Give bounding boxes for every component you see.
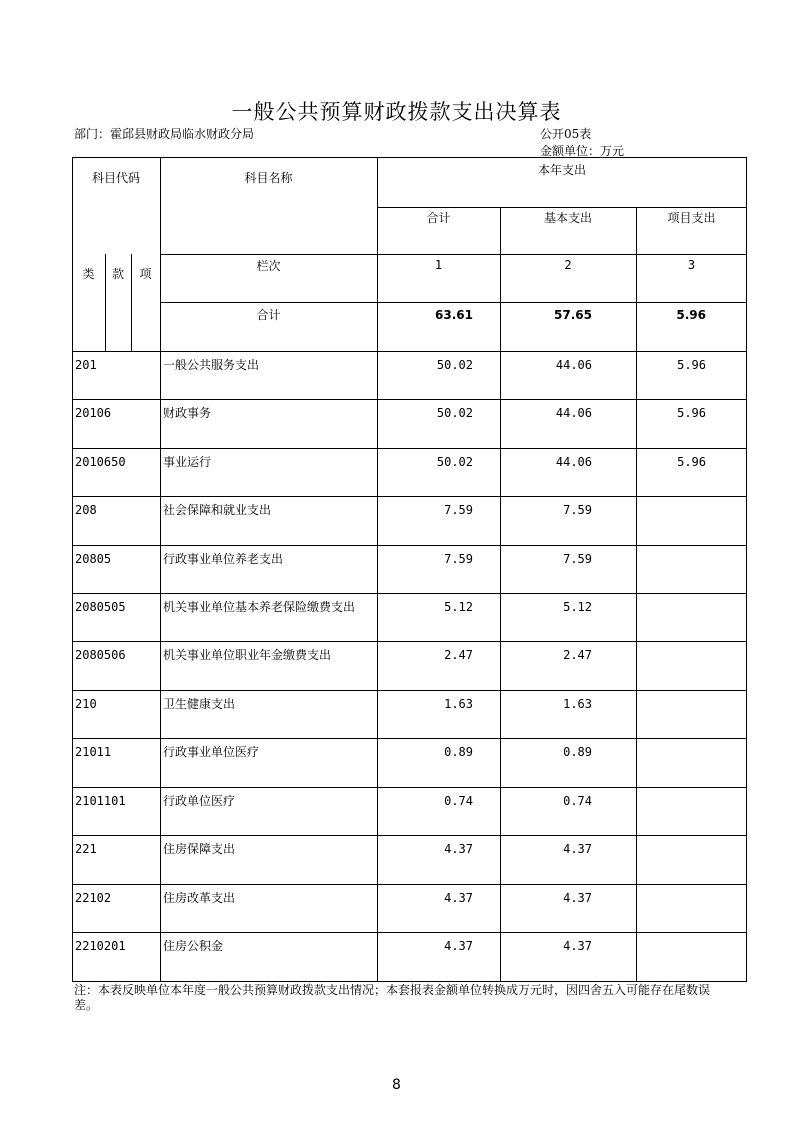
row-name: 卫生健康支出 [163, 697, 236, 711]
row-name: 财政事务 [163, 406, 212, 420]
header-name: 科目名称 [244, 171, 293, 185]
row-total: 0.74 [444, 794, 473, 808]
header-col-3: 3 [687, 258, 696, 272]
header-code: 科目代码 [91, 171, 140, 185]
header-basic: 基本支出 [543, 211, 592, 225]
row-project: 5.96 [677, 455, 706, 469]
row-basic: 1.63 [563, 697, 592, 711]
row-total: 7.59 [444, 503, 473, 517]
row-name: 机关事业单位基本养老保险缴费支出 [163, 600, 356, 614]
header-kuan: 款 [111, 267, 124, 281]
row-project: 5.96 [677, 358, 706, 372]
form-code-label: 公开05表 [540, 127, 592, 141]
row-basic: 44.06 [555, 406, 592, 420]
row-name: 社会保障和就业支出 [163, 503, 272, 517]
row-code: 2010650 [75, 455, 126, 469]
row-name: 住房改革支出 [163, 891, 236, 905]
row-total: 1.63 [444, 697, 473, 711]
row-name: 机关事业单位职业年金缴费支出 [163, 648, 332, 662]
row-basic: 2.47 [563, 648, 592, 662]
row-code: 20805 [75, 552, 112, 566]
footnote: 注：本表反映单位本年度一般公共预算财政拨款支出情况；本套报表金额单位转换成万元时，因四舍五入可能存在尾数误差。 [74, 983, 711, 1012]
header-project: 项目支出 [667, 211, 716, 225]
expenditure-table [72, 157, 747, 982]
row-total: 4.37 [444, 891, 473, 905]
row-basic: 0.74 [563, 794, 592, 808]
row-name: 行政事业单位养老支出 [163, 552, 284, 566]
header-total: 合计 [426, 211, 451, 225]
row-code: 2080505 [75, 600, 126, 614]
row-total: 2.47 [444, 648, 473, 662]
row-name: 事业运行 [163, 455, 212, 469]
row-name: 行政单位医疗 [163, 794, 236, 808]
department-label: 部门：霍邱县财政局临水财政分局 [74, 127, 255, 141]
header-xiang: 项 [139, 267, 152, 281]
row-total: 5.12 [444, 600, 473, 614]
row-total: 50.02 [436, 358, 473, 372]
row-code: 2080506 [75, 648, 126, 662]
sum-row-label: 合计 [256, 308, 281, 322]
header-lei: 类 [82, 267, 95, 281]
row-code: 22102 [75, 891, 112, 905]
row-code: 20106 [75, 406, 112, 420]
row-name: 住房保障支出 [163, 842, 236, 856]
row-total: 50.02 [436, 406, 473, 420]
row-total: 4.37 [444, 939, 473, 953]
unit-label: 金额单位：万元 [540, 144, 625, 158]
row-code: 2210201 [75, 939, 126, 953]
header-col-2: 2 [564, 258, 572, 272]
page-title: 一般公共预算财政拨款支出决算表 [231, 100, 562, 124]
sum-row-basic: 57.65 [554, 308, 592, 322]
row-total: 0.89 [444, 745, 473, 759]
sum-row-project: 5.96 [676, 308, 706, 322]
row-name: 住房公积金 [163, 939, 224, 953]
row-basic: 4.37 [563, 891, 592, 905]
sum-row-total: 63.61 [435, 308, 473, 322]
row-code: 210 [75, 697, 97, 711]
row-basic: 7.59 [563, 552, 592, 566]
row-total: 7.59 [444, 552, 473, 566]
header-current-year: 本年支出 [537, 163, 586, 177]
row-basic: 44.06 [555, 455, 592, 469]
row-code: 221 [75, 842, 97, 856]
row-name: 一般公共服务支出 [163, 358, 260, 372]
row-basic: 44.06 [555, 358, 592, 372]
row-code: 201 [75, 358, 97, 372]
row-project: 5.96 [677, 406, 706, 420]
row-basic: 4.37 [563, 842, 592, 856]
row-basic: 0.89 [563, 745, 592, 759]
table-gridlines [72, 157, 747, 982]
row-code: 2101101 [75, 794, 126, 808]
row-basic: 5.12 [563, 600, 592, 614]
row-code: 21011 [75, 745, 112, 759]
page-number: 8 [392, 1077, 401, 1093]
row-basic: 4.37 [563, 939, 592, 953]
row-name: 行政事业单位医疗 [163, 745, 260, 759]
header-col-1: 1 [434, 258, 443, 272]
row-code: 208 [75, 503, 97, 517]
row-basic: 7.59 [563, 503, 592, 517]
row-total: 4.37 [444, 842, 473, 856]
header-lanci: 栏次 [256, 259, 281, 273]
row-total: 50.02 [436, 455, 473, 469]
